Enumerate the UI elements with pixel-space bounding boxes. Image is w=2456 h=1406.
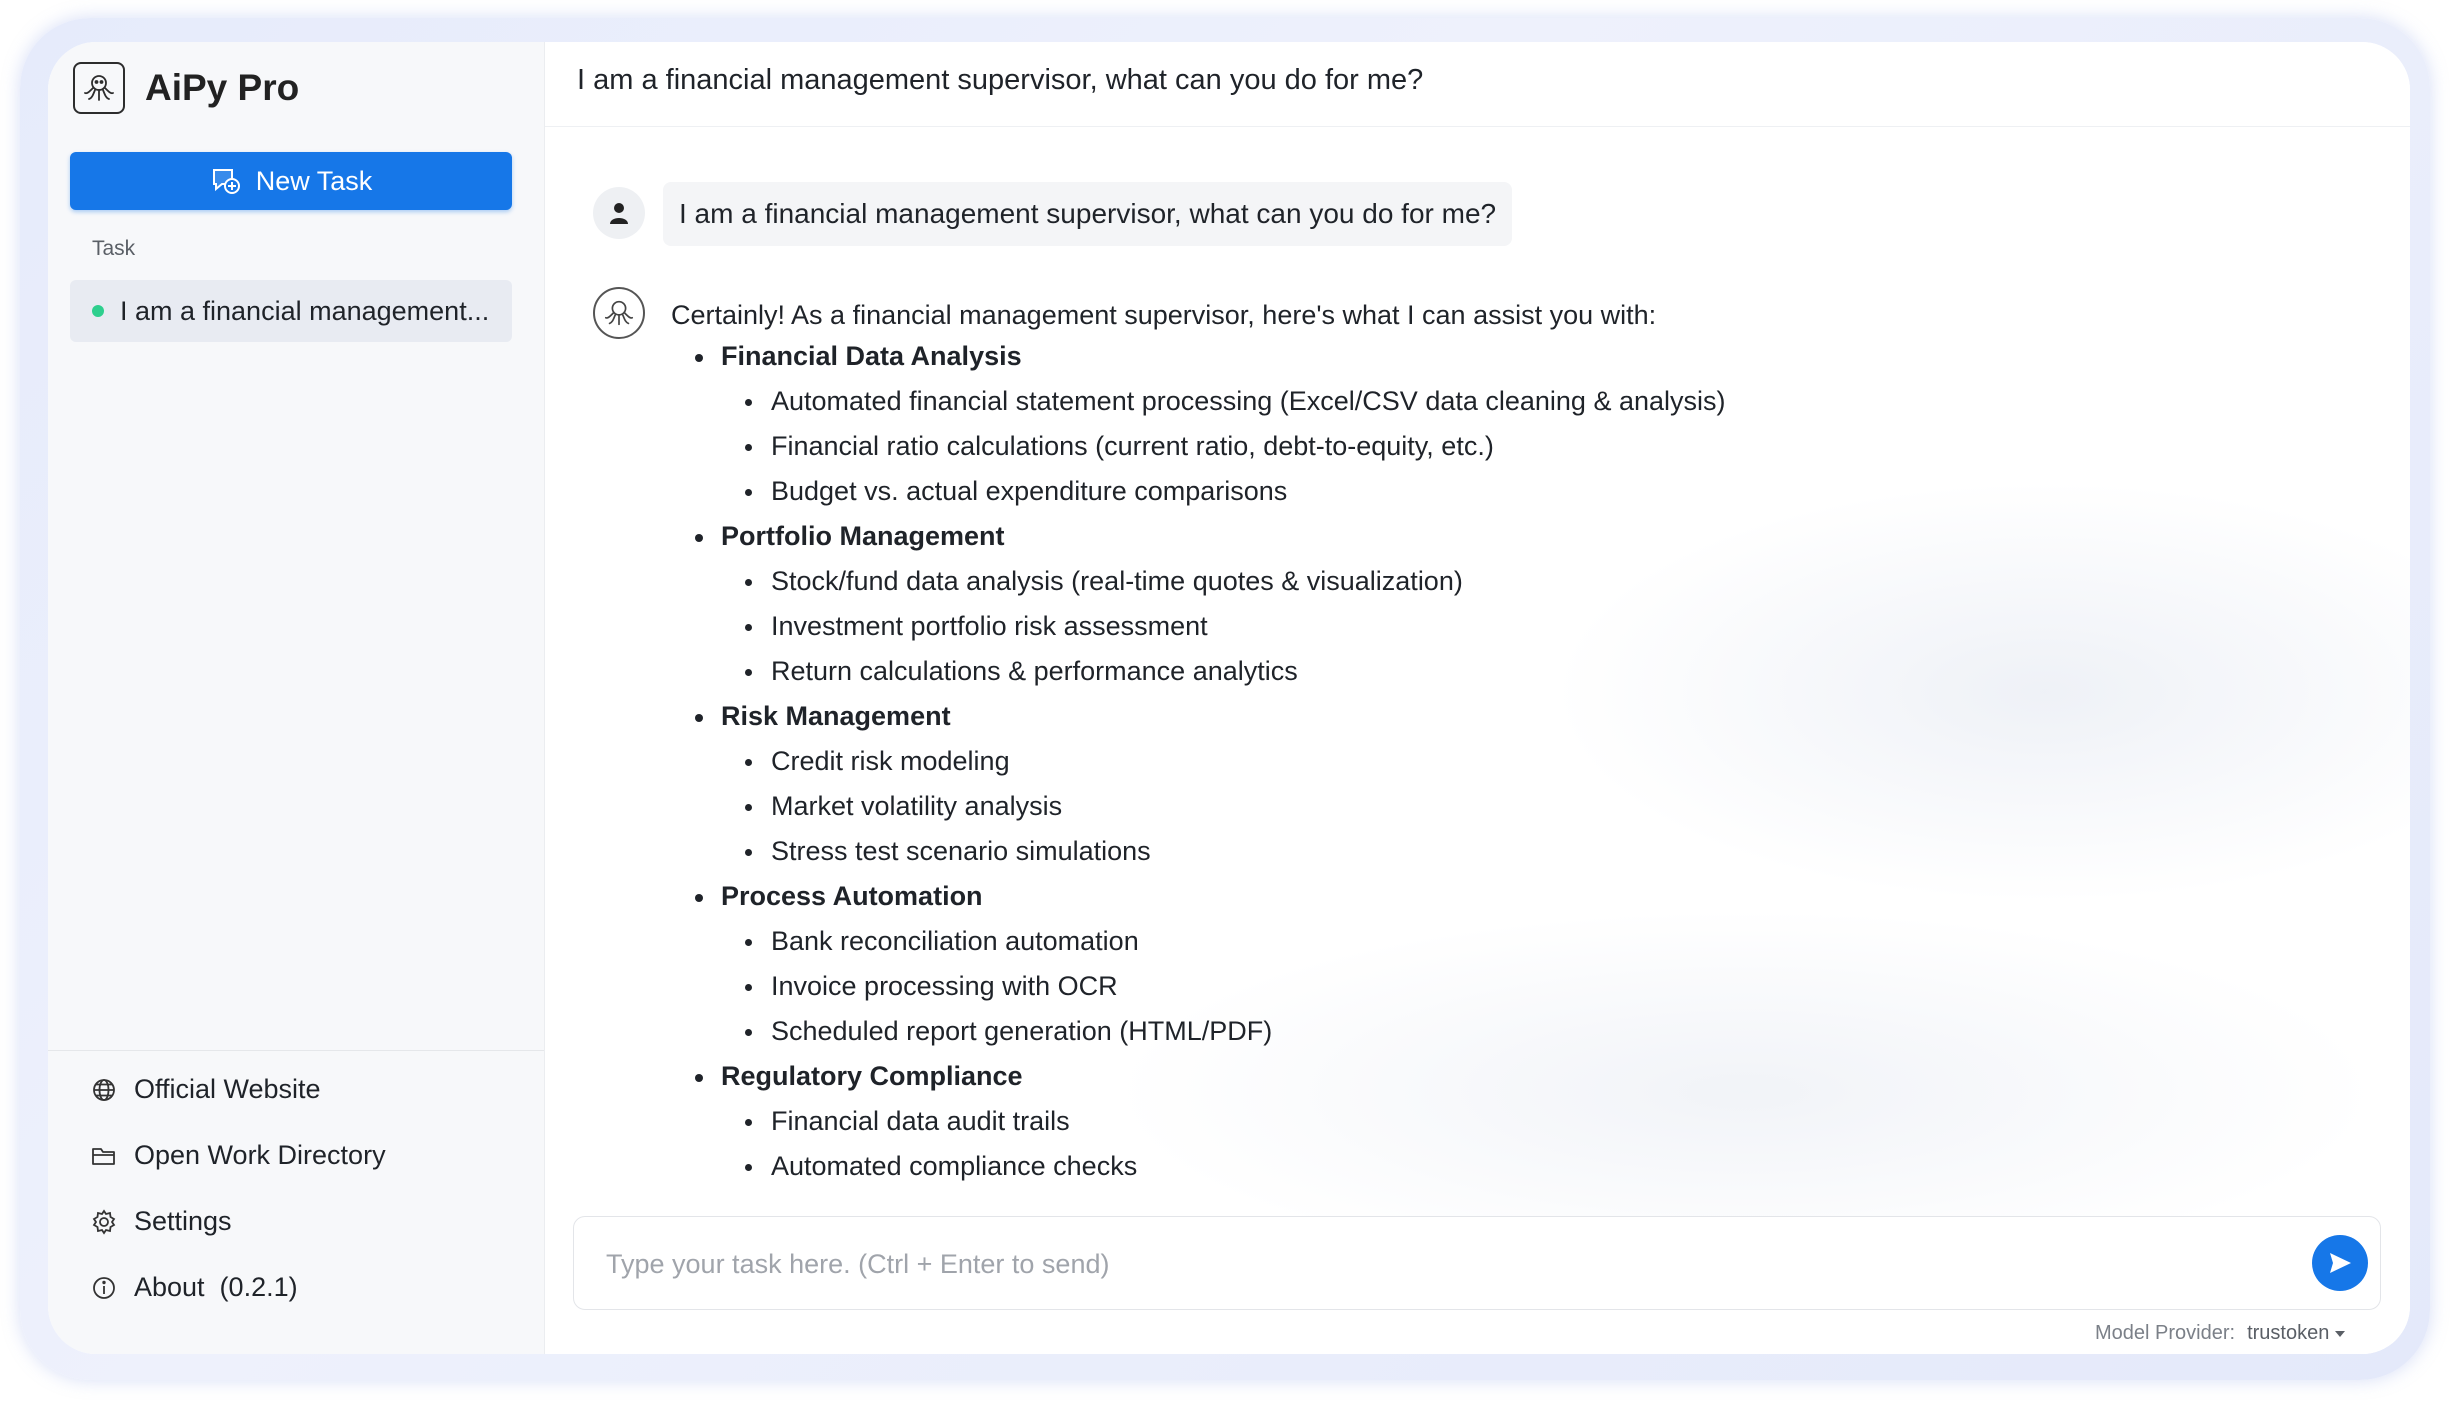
list-item: Scheduled report generation (HTML/PDF) (671, 1009, 1726, 1054)
section-regulatory-compliance (671, 1054, 1726, 1189)
section-title: Process Automation (671, 874, 1726, 919)
list-item: Automated financial statement processing (Excel/CSV data cleaning & analysis) (671, 379, 1726, 424)
section-title: Regulatory Compliance (671, 1054, 1726, 1099)
new-task-button[interactable] (70, 152, 512, 210)
assistant-message (671, 296, 1726, 1189)
header-divider (545, 126, 2410, 127)
folder-icon (90, 1142, 118, 1170)
send-button[interactable] (2312, 1235, 2368, 1291)
list-item: Bank reconciliation automation (671, 919, 1726, 964)
send-icon (2326, 1249, 2354, 1277)
model-provider-select[interactable]: trustoken (2247, 1322, 2330, 1344)
app-name: AiPy Pro (145, 67, 300, 108)
list-item: Budget vs. actual expenditure comparisons (671, 469, 1726, 514)
globe-icon (90, 1076, 118, 1104)
list-item: Stock/fund data analysis (real-time quotes & visualization) (671, 559, 1726, 604)
section-title: Financial Data Analysis (671, 334, 1726, 379)
user-avatar (593, 187, 645, 239)
section-risk-management (671, 694, 1726, 874)
gear-icon (90, 1208, 118, 1236)
assistant-avatar (593, 287, 645, 339)
about-label: About (0.2.1) (134, 1272, 298, 1302)
app-logo (73, 62, 299, 114)
conversation-title: I am a financial management supervisor, what can you do for me? (577, 64, 1424, 96)
model-provider-label: Model Provider: (2095, 1322, 2236, 1344)
section-title: Portfolio Management (671, 514, 1726, 559)
list-item: Market volatility analysis (671, 784, 1726, 829)
new-chat-icon (210, 166, 242, 196)
section-title: Risk Management (671, 694, 1726, 739)
settings-label: Settings (134, 1206, 232, 1236)
status-dot (92, 305, 104, 317)
list-item: Investment portfolio risk assessment (671, 604, 1726, 649)
open-work-directory-label: Open Work Directory (134, 1140, 386, 1170)
list-item: Automated compliance checks (671, 1144, 1726, 1189)
list-item: Invoice processing with OCR (671, 964, 1726, 1009)
official-website-link[interactable] (90, 1074, 321, 1105)
section-process-automation (671, 874, 1726, 1054)
list-item: Financial ratio calculations (current ratio, debt-to-equity, etc.) (671, 424, 1726, 469)
official-website-label: Official Website (134, 1074, 321, 1104)
list-item: Stress test scenario simulations (671, 829, 1726, 874)
task-item-label: I am a financial management... (120, 295, 490, 326)
new-task-label: New Task (255, 165, 373, 196)
task-heading: Task (92, 237, 136, 260)
section-financial-data-analysis (671, 334, 1726, 514)
user-message: I am a financial management supervisor, what can you do for me? (663, 182, 1512, 246)
settings-link[interactable] (90, 1206, 232, 1237)
sidebar (48, 42, 545, 1354)
list-item: Credit risk modeling (671, 739, 1726, 784)
open-work-directory-link[interactable] (90, 1140, 386, 1171)
capability-list (671, 334, 1726, 1189)
app-window (48, 42, 2410, 1354)
sidebar-divider (48, 1050, 544, 1051)
chat-panel (545, 42, 2410, 1354)
list-item: Return calculations & performance analytics (671, 649, 1726, 694)
info-icon (90, 1274, 118, 1302)
task-input-box (573, 1216, 2381, 1310)
list-item: Financial data audit trails (671, 1099, 1726, 1144)
assistant-intro: Certainly! As a financial management supervisor, here's what I can assist you with: (671, 300, 1657, 330)
task-item[interactable] (70, 280, 512, 342)
about-link[interactable] (90, 1272, 298, 1303)
model-provider (2095, 1322, 2345, 1345)
chevron-down-icon[interactable] (2335, 1331, 2345, 1337)
octopus-icon (73, 62, 125, 114)
section-portfolio-management (671, 514, 1726, 694)
task-input[interactable] (604, 1241, 2208, 1287)
